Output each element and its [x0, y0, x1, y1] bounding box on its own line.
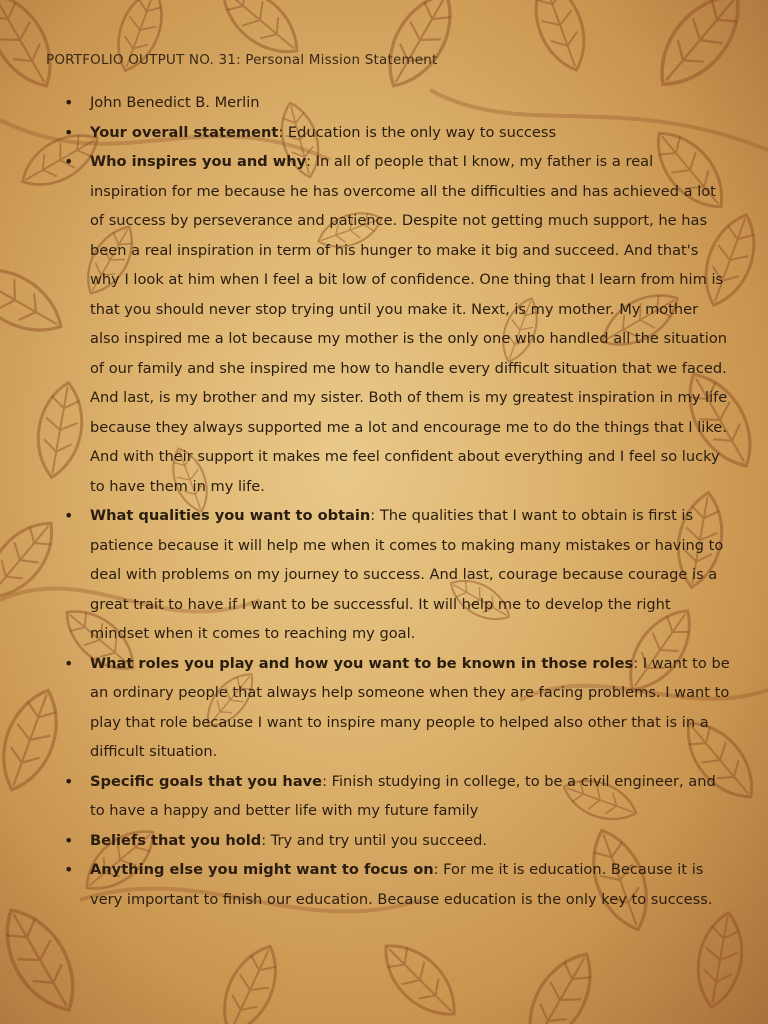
statement-list: [70, 88, 732, 914]
list-item-beliefs: [70, 826, 732, 856]
list-item-inspiration: [70, 147, 732, 501]
item-label: Specific goals that you have: [90, 772, 323, 790]
item-label: Your overall statement: [90, 123, 279, 141]
list-item-roles: [70, 649, 732, 767]
item-text: John Benedict B. Merlin: [90, 94, 260, 111]
item-text: : In all of people that I know, my father is a real inspiration for me because he has overcome all the difficulties and has achieved a lot of success by perseverance and patience. Despite not getting much support, he has been a real inspiration in term of his hunger to make it big and succeed. And that's why I look at him when I feel a bit low of confidence. One thing that I learn from him is that you should never stop trying until you make it. Next, is my mother. My mother also inspired me a lot because my mother is the only one who handled all the situation of our family and she inspired me how to handle every difficult situation that we faced. And last, is my brother and my sister. Both of them is my greatest inspiration in my life because they always supported me a lot and encourage me to do the things that I like. And with their support it makes me feel confident about everything and I feel so lucky to have them in my life.: [90, 153, 728, 495]
page-title: PORTFOLIO OUTPUT NO. 31: Personal Mission Statement: [46, 52, 438, 68]
item-label: Who inspires you and why: [90, 153, 307, 170]
item-label: What qualities you want to obtain: [90, 507, 371, 524]
item-label: Beliefs that you hold: [90, 831, 262, 849]
item-label: What roles you play and how you want to be known in those roles: [90, 654, 634, 672]
item-text: : I want to be an ordinary people that always help someone when they are facing problems. I want to play that role because I want to inspire many people to helped also other that is in a difficult situation.: [90, 654, 730, 760]
item-text: : Education is the only way to success: [278, 123, 557, 141]
list-item-overall-statement: [70, 118, 732, 148]
item-text: : For me it is education. Because it is very important to finish our education. Because education is the only key to success.: [90, 861, 713, 908]
item-text: : The qualities that I want to obtain is first is patience because it will help me when it comes to making many mistakes or having to deal with problems on my journey to success. And last, courage because courage is a great trait to have if I want to be successful. It will help me to develop the right mindset when it comes to reaching my goal.: [90, 507, 724, 642]
list-item-focus: [70, 855, 732, 914]
list-item-goals: [70, 767, 732, 826]
list-item-qualities: [70, 501, 732, 649]
item-text: : Try and try until you succeed.: [261, 831, 488, 849]
item-label: Anything else you might want to focus on: [90, 861, 434, 878]
item-text: : Finish studying in college, to be a civil engineer, and to have a happy and better life with my future family: [90, 772, 716, 819]
list-item-name: [70, 88, 732, 118]
